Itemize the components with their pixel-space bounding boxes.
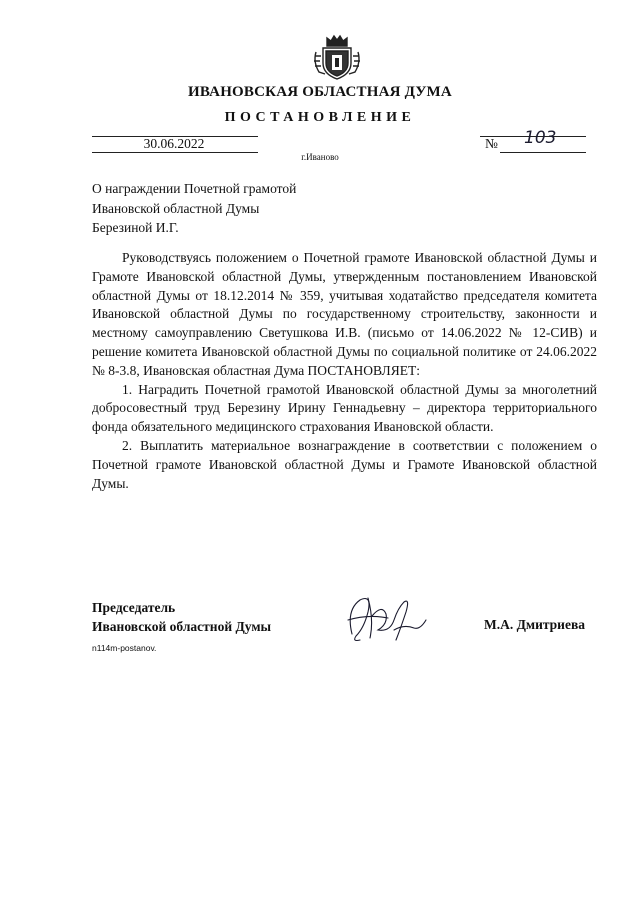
document-date: 30.06.2022	[143, 136, 205, 151]
city-label: г.Иваново	[301, 152, 339, 162]
document-number: 103	[524, 128, 557, 148]
signer-position-line: Ивановской областной Думы	[92, 619, 272, 634]
subject-line: Ивановской областной Думы	[92, 200, 260, 216]
signer-name: М.А. Дмитриева	[484, 617, 585, 632]
handwritten-signature	[338, 590, 438, 650]
number-label: №	[485, 136, 498, 151]
body-paragraph: 1. Наградить Почетной грамотой Ивановской областной Думы за многолетний добросовестный труд Березину Ирину Геннадьевну – директора территориального фонда обязательного медицинского страхования Ивановской области.	[92, 381, 597, 435]
signer-position	[92, 598, 271, 636]
document-subject	[92, 179, 296, 238]
document-body	[92, 249, 597, 493]
signer-position-line: Председатель	[92, 600, 176, 615]
body-paragraph: 2. Выплатить материальное вознаграждение в соответствии с положением о Почетной грамоте Ивановской областной Думы и Грамоте Ивановской областной Думы.	[92, 437, 597, 491]
subject-line: Березиной И.Г.	[92, 220, 179, 235]
document-type: ПОСТАНОВЛЕНИЕ	[224, 110, 416, 125]
subject-line: О награждении Почетной грамотой	[92, 181, 297, 196]
organization-title: ИВАНОВСКАЯ ОБЛАСТНАЯ ДУМА	[188, 84, 452, 100]
body-paragraph: Руководствуясь положением о Почетной грамоте Ивановской областной Думы и Грамоте Ивановской областной Думы, утвержденным постановлением Ивановской областной Думы от 18.12.2014 № 359, учитывая ходатайство председателя комитета Ивановской областной Думы по государственному строительству, законности и местному самоуправлению Светушкова И.В. (письмо от 14.06.2022 № 12-СИВ) и решение комитета Ивановской областной Думы по социальной политике от 24.06.2022 № 8-3.8, Ивановская областная Дума ПОСТАНОВЛЯЕТ:	[92, 250, 597, 378]
footer-code: n114m-postanov.	[92, 643, 157, 653]
coat-of-arms-icon	[312, 30, 362, 82]
